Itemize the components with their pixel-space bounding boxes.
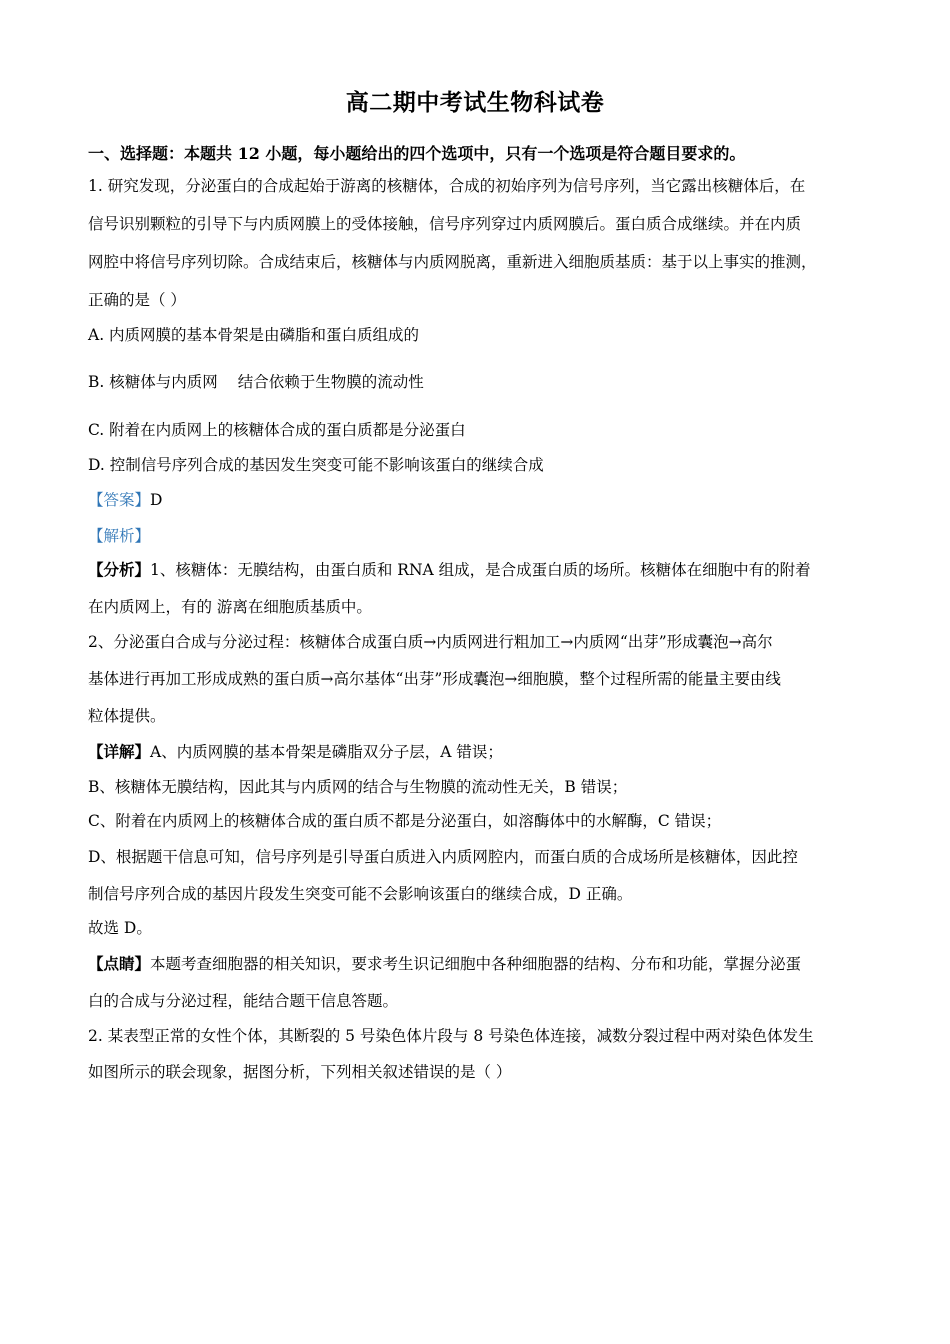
detail-line: 故选 D。: [88, 919, 152, 937]
q1-option-c: C. 附着在内质网上的核糖体合成的蛋白质都是分泌蛋白: [88, 421, 466, 439]
q1-stem-line: 正确的是（ ）: [88, 291, 186, 309]
q1-option-b-left: B. 核糖体与内质网: [88, 373, 218, 391]
analysis-text: 1、核糖体：无膜结构，由蛋白质和 RNA 组成，是合成蛋白质的场所。核糖体在细胞中有的附着: [150, 561, 811, 579]
analysis-line: 粒体提供。: [88, 707, 166, 725]
detail-line: D、根据题干信息可知，信号序列是引导蛋白质进入内质网腔内，而蛋白质的合成场所是核糖体，因此控: [88, 848, 798, 866]
comment-label: 【点睛】: [88, 954, 151, 973]
q1-option-b: [88, 372, 424, 392]
q2-stem-line: 2. 某表型正常的女性个体，其断裂的 5 号染色体片段与 8 号染色体连接，减数分裂过程中两对染色体发生: [88, 1027, 814, 1045]
q1-option-d: D. 控制信号序列合成的基因发生突变可能不影响该蛋白的继续合成: [88, 456, 544, 474]
detail-line: B、核糖体无膜结构，因此其与内质网的结合与生物膜的流动性无关，B 错误；: [88, 778, 628, 796]
analysis-line: 基体进行再加工形成成熟的蛋白质→高尔基体“出芽”形成囊泡→细胞膜，整个过程所需的能量主要由线: [88, 670, 781, 688]
comment-line: [88, 954, 801, 974]
q1-stem-line: 1. 研究发现，分泌蛋白的合成起始于游离的核糖体，合成的初始序列为信号序列，当它露出核糖体后，在: [88, 177, 806, 195]
analysis-line: [88, 560, 811, 580]
q1-option-b-right: 结合依赖于生物膜的流动性: [237, 373, 424, 391]
answer-tag: 【答案】: [88, 491, 151, 509]
q2-stem-line: 如图所示的联会现象，据图分析，下列相关叙述错误的是（ ）: [88, 1063, 512, 1081]
detail-text: A、内质网膜的基本骨架是磷脂双分子层，A 错误；: [150, 743, 503, 761]
analysis-label: 【分析】: [88, 560, 151, 579]
comment-line: 白的合成与分泌过程，能结合题干信息答题。: [88, 992, 399, 1010]
exam-title: 高二期中考试生物科试卷: [345, 89, 605, 116]
section-heading: 一、选择题：本题共 12 小题，每小题给出的四个选项中，只有一个选项是符合题目要求的。: [88, 144, 746, 163]
comment-text: 本题考查细胞器的相关知识，要求考生识记细胞中各种细胞器的结构、分布和功能，掌握分泌蛋: [150, 955, 802, 973]
q1-stem-line: 信号识别颗粒的引导下与内质网膜上的受体接触，信号序列穿过内质网膜后。蛋白质合成继续。并在内质: [88, 215, 802, 233]
answer-value: D: [150, 491, 163, 509]
detail-label: 【详解】: [88, 742, 151, 761]
detail-line: [88, 742, 503, 762]
q1-answer: [88, 490, 162, 510]
q1-stem-line: 网腔中将信号序列切除。合成结束后，核糖体与内质网脱离，重新进入细胞质基质：基于以上事实的推测，: [88, 253, 817, 271]
analysis-tag: 【解析】: [88, 527, 151, 545]
analysis-line: 在内质网上，有的 游离在细胞质基质中。: [88, 598, 372, 616]
detail-line: C、附着在内质网上的核糖体合成的蛋白质不都是分泌蛋白，如溶酶体中的水解酶，C 错误；: [88, 812, 722, 830]
detail-line: 制信号序列合成的基因片段发生突变可能不会影响该蛋白的继续合成，D 正确。: [88, 885, 633, 903]
q1-option-a: A. 内质网膜的基本骨架是由磷脂和蛋白质组成的: [88, 326, 420, 344]
analysis-line: 2、分泌蛋白合成与分泌过程：核糖体合成蛋白质→内质网进行粗加工→内质网“出芽”形成囊泡→高尔: [88, 633, 773, 651]
